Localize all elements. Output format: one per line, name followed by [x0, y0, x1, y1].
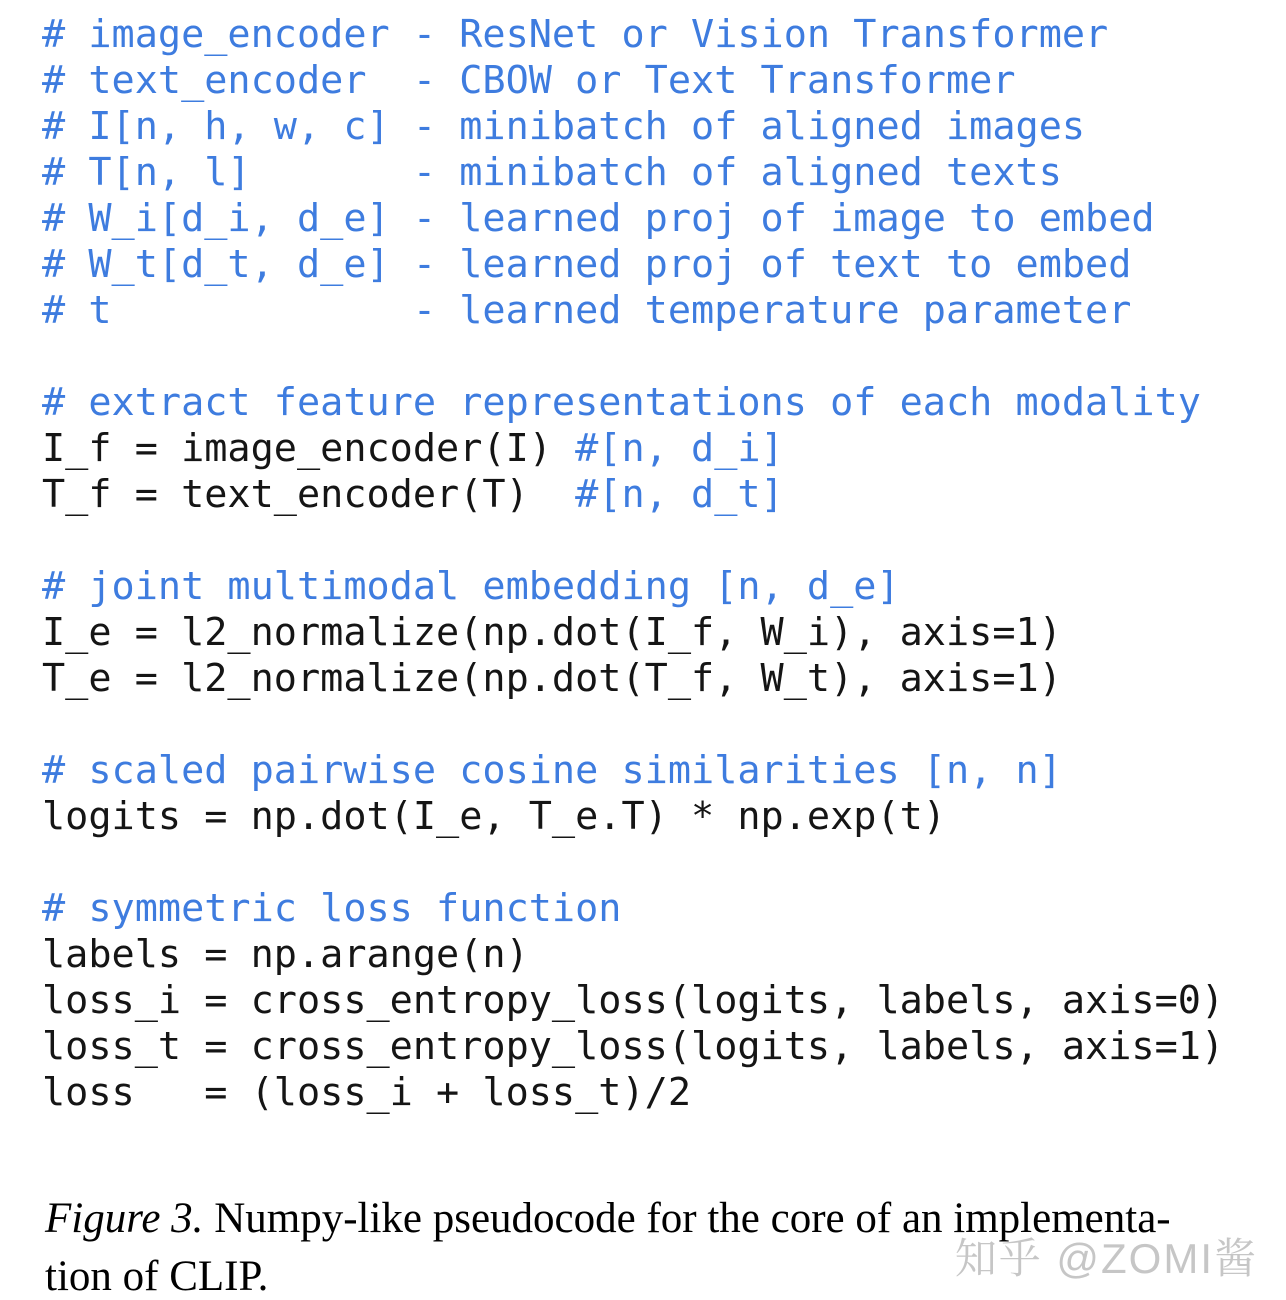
- code-text: loss_i = cross_entropy_loss(logits, labels, axis=0): [42, 978, 1225, 1023]
- code-line: [42, 748, 1286, 794]
- code-comment: # symmetric loss function: [42, 886, 622, 931]
- code-text: I_f = image_encoder(I): [42, 426, 576, 471]
- code-comment: #[n, d_i]: [575, 426, 784, 471]
- code-line: [42, 1024, 1286, 1070]
- caption-text-line1: Numpy-like pseudocode for the core of an implementa-: [203, 1195, 1171, 1242]
- code-text: labels = np.arange(n): [42, 932, 529, 977]
- code-comment: # W_i[d_i, d_e] - learned proj of image to embed: [42, 196, 1155, 241]
- code-line: [42, 794, 1286, 840]
- code-line: [42, 840, 1286, 886]
- code-text: T_f = text_encoder(T): [42, 472, 576, 517]
- code-line: [42, 380, 1286, 426]
- code-comment: # W_t[d_t, d_e] - learned proj of text to embed: [42, 242, 1132, 287]
- watermark-text: 知乎 @ZOMI酱: [954, 1235, 1258, 1282]
- figure-label: Figure 3.: [45, 1195, 204, 1242]
- code-line: [42, 104, 1286, 150]
- code-line: [42, 334, 1286, 380]
- code-line: [42, 58, 1286, 104]
- code-line: [42, 288, 1286, 334]
- code-line: [42, 1070, 1286, 1116]
- code-comment: # T[n, l] - minibatch of aligned texts: [42, 150, 1062, 195]
- code-line: [42, 656, 1286, 702]
- code-line: [42, 886, 1286, 932]
- code-text: I_e = l2_normalize(np.dot(I_f, W_i), axis=1): [42, 610, 1062, 655]
- code-comment: #[n, d_t]: [575, 472, 784, 517]
- code-line: [42, 472, 1286, 518]
- code-line: [42, 564, 1286, 610]
- code-comment: # t - learned temperature parameter: [42, 288, 1132, 333]
- code-line: [42, 150, 1286, 196]
- code-comment: # scaled pairwise cosine similarities [n, n]: [42, 748, 1062, 793]
- code-text: T_e = l2_normalize(np.dot(T_f, W_t), axis=1): [42, 656, 1062, 701]
- code-line: [42, 426, 1286, 472]
- code-line: [42, 978, 1286, 1024]
- code-text: loss_t = cross_entropy_loss(logits, labels, axis=1): [42, 1024, 1225, 1069]
- code-line: [42, 196, 1286, 242]
- code-line: [42, 932, 1286, 978]
- code-line: [42, 702, 1286, 748]
- code-comment: # extract feature representations of each modality: [42, 380, 1201, 425]
- code-comment: # joint multimodal embedding [n, d_e]: [42, 564, 900, 609]
- code-line: [42, 12, 1286, 58]
- code-line: [42, 610, 1286, 656]
- code-text: loss = (loss_i + loss_t)/2: [42, 1070, 692, 1115]
- code-comment: # image_encoder - ResNet or Vision Transformer: [42, 12, 1109, 57]
- code-text: logits = np.dot(I_e, T_e.T) * np.exp(t): [42, 794, 946, 839]
- caption-text-line2: tion of CLIP.: [45, 1253, 269, 1300]
- code-comment: # I[n, h, w, c] - minibatch of aligned images: [42, 104, 1086, 149]
- code-line: [42, 518, 1286, 564]
- code-line: [42, 242, 1286, 288]
- code-comment: # text_encoder - CBOW or Text Transformer: [42, 58, 1016, 103]
